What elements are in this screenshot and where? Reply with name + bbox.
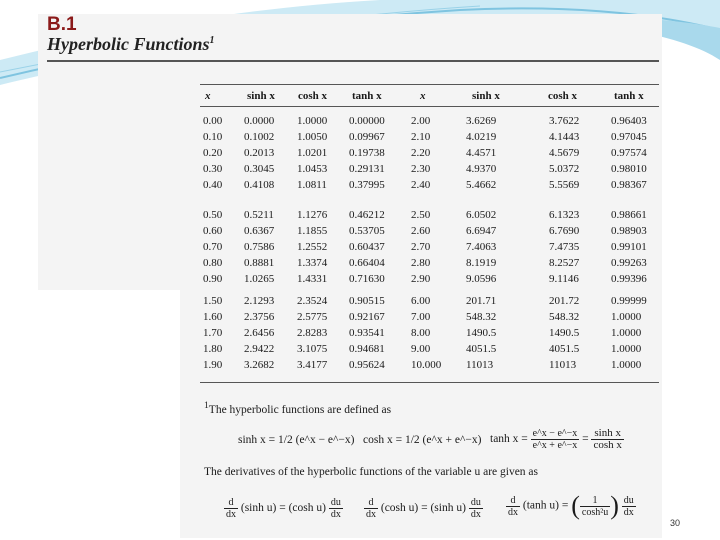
table-cell: 2.5775 — [297, 311, 328, 323]
table-cell: 0.09967 — [349, 131, 385, 143]
table-cell: 2.6456 — [244, 327, 275, 339]
table-cell: 4.5679 — [549, 147, 580, 159]
table-cell: 1.1855 — [297, 225, 328, 237]
table-cell: 0.94681 — [349, 343, 385, 355]
table-cell: 0.96403 — [611, 115, 647, 127]
table-cell: 9.1146 — [549, 273, 579, 285]
header-cosh-2: cosh x — [548, 90, 578, 102]
table-cell: 2.3756 — [244, 311, 275, 323]
header-sinh: sinh x — [247, 90, 275, 102]
table-cell: 2.1293 — [244, 295, 275, 307]
table-cell: 0.00 — [203, 115, 223, 127]
tanh-definition: tanh x = $\frac{e\^{}x - e\^{}-x}{e\^{}x + e\^{}-x}$ = $\frac{\text{sinh x}}{\text{cosh x}}$ — [490, 427, 622, 451]
derivative-text: The derivatives of the hyperbolic functions of the variable u are given as — [204, 466, 539, 478]
column-sinh1-block-3 — [244, 293, 274, 373]
table-cell: 0.0000 — [244, 115, 275, 127]
table-cell: 4.4571 — [466, 147, 497, 159]
table-cell: 10.000 — [411, 359, 442, 371]
table-cell: 5.4662 — [466, 179, 497, 191]
table-cell: 0.99396 — [611, 273, 647, 285]
table-cell: 0.20 — [203, 147, 223, 159]
table-cell: 548.32 — [466, 311, 497, 323]
table-cell: 1.0201 — [297, 147, 328, 159]
table-cell: 8.00 — [411, 327, 431, 339]
table-cell: 4051.5 — [549, 343, 580, 355]
table-cell: 6.0502 — [466, 209, 497, 221]
table-cell: 0.50 — [203, 209, 223, 221]
table-cell: 0.99263 — [611, 257, 647, 269]
table-cell: 0.71630 — [349, 273, 385, 285]
table-cell: 7.4063 — [466, 241, 497, 253]
table-cell: 2.60 — [411, 225, 431, 237]
table-cell: 1.0000 — [611, 327, 642, 339]
table-cell: 4.1443 — [549, 131, 580, 143]
table-cell: 0.95624 — [349, 359, 385, 371]
table-cell: 1.70 — [203, 327, 223, 339]
column-tanh2-block-2 — [611, 207, 647, 287]
section-title: Hyperbolic Functions$^1$ — [47, 34, 215, 54]
header-x-2: x — [420, 90, 426, 102]
table-cell: 1.4331 — [297, 273, 328, 285]
table-cell: 1.80 — [203, 343, 223, 355]
table-cell: 0.98367 — [611, 179, 647, 191]
cosh-derivative: $\frac{d}{dx}$ (cosh u) = (sinh u) $\frac{du}{dx}$ — [366, 497, 481, 520]
column-tanh1-block-1 — [349, 113, 385, 193]
table-cell: 0.19738 — [349, 147, 385, 159]
table-cell: 1.60 — [203, 311, 223, 323]
table-cell: 1.0811 — [297, 179, 327, 191]
cosh-definition: cosh x = 1/2 (e^x + e^−x) — [363, 434, 482, 446]
table-cell: 5.5569 — [549, 179, 580, 191]
table-cell: 0.3045 — [244, 163, 275, 175]
column-cosh1-block-3 — [297, 293, 327, 373]
table-cell: 1.0000 — [297, 115, 328, 127]
table-cell: 0.97045 — [611, 131, 647, 143]
column-sinh1-block-1 — [244, 113, 274, 193]
table-cell: 1.0000 — [611, 343, 642, 355]
scan-cut-region — [38, 290, 180, 538]
table-cell: 1.50 — [203, 295, 223, 307]
table-bottom-rule — [200, 382, 659, 383]
table-cell: 3.7622 — [549, 115, 580, 127]
table-cell: 1.0453 — [297, 163, 328, 175]
column-cosh1-block-1 — [297, 113, 327, 193]
table-cell: 0.7586 — [244, 241, 275, 253]
table-cell: 0.40 — [203, 179, 223, 191]
table-cell: 0.53705 — [349, 225, 385, 237]
column-x2-block-2 — [411, 207, 430, 287]
column-x1-block-2 — [203, 207, 222, 287]
table-cell: 8.2527 — [549, 257, 580, 269]
header-sinh-2: sinh x — [472, 90, 500, 102]
table-cell: 0.5211 — [244, 209, 274, 221]
table-cell: 1.0265 — [244, 273, 275, 285]
column-tanh2-block-1 — [611, 113, 647, 193]
table-cell: 0.10 — [203, 131, 223, 143]
table-cell: 6.6947 — [466, 225, 497, 237]
table-cell: 1.3374 — [297, 257, 328, 269]
table-cell: 0.60437 — [349, 241, 385, 253]
table-cell: 2.3524 — [297, 295, 328, 307]
table-cell: 2.90 — [411, 273, 431, 285]
table-cell: 8.1919 — [466, 257, 497, 269]
table-cell: 0.99999 — [611, 295, 647, 307]
column-tanh2-block-3 — [611, 293, 647, 373]
table-cell: 1.0000 — [611, 359, 642, 371]
table-cell: 6.1323 — [549, 209, 580, 221]
table-cell: 6.7690 — [549, 225, 580, 237]
column-tanh1-block-3 — [349, 293, 385, 373]
table-cell: 548.32 — [549, 311, 580, 323]
definition-text: $^1$The hyperbolic functions are defined as — [204, 400, 392, 416]
table-cell: 0.80 — [203, 257, 223, 269]
column-x1-block-1 — [203, 113, 222, 193]
table-cell: 11013 — [549, 359, 577, 371]
table-cell: 0.29131 — [349, 163, 385, 175]
column-x1-block-3 — [203, 293, 222, 373]
table-cell: 0.2013 — [244, 147, 275, 159]
sinh-definition: sinh x = 1/2 (e^x − e^−x) — [238, 434, 355, 446]
table-cell: 0.4108 — [244, 179, 275, 191]
header-bottom-rule — [200, 106, 659, 107]
table-cell: 0.8881 — [244, 257, 275, 269]
column-sinh2-block-3 — [466, 293, 496, 373]
tanh-derivative: $\frac{d}{dx}$ (tanh u) = ( $\frac{1}{\text{cosh²u}}$ ) $\frac{du}{dx}$ — [508, 491, 634, 520]
sinh-derivative: $\frac{d}{dx}$ (sinh u) = (cosh u) $\frac{du}{dx}$ — [226, 497, 341, 520]
header-top-rule — [200, 84, 659, 85]
table-cell: 0.97574 — [611, 147, 647, 159]
column-tanh1-block-2 — [349, 207, 385, 287]
table-cell: 4.9370 — [466, 163, 497, 175]
table-cell: 2.30 — [411, 163, 431, 175]
table-cell: 0.98661 — [611, 209, 647, 221]
column-sinh2-block-2 — [466, 207, 496, 287]
top-rule — [47, 60, 659, 62]
table-cell: 1.1276 — [297, 209, 328, 221]
table-cell: 11013 — [466, 359, 494, 371]
table-cell: 9.00 — [411, 343, 431, 355]
table-cell: 3.6269 — [466, 115, 497, 127]
table-cell: 0.93541 — [349, 327, 385, 339]
table-cell: 0.30 — [203, 163, 223, 175]
table-cell: 0.98010 — [611, 163, 647, 175]
column-sinh2-block-1 — [466, 113, 496, 193]
table-cell: 0.98903 — [611, 225, 647, 237]
header-x: x — [205, 90, 211, 102]
table-cell: 0.6367 — [244, 225, 275, 237]
table-cell: 0.92167 — [349, 311, 385, 323]
table-cell: 1490.5 — [466, 327, 497, 339]
header-tanh: tanh x — [352, 90, 382, 102]
table-cell: 0.37995 — [349, 179, 385, 191]
column-x2-block-1 — [411, 113, 430, 193]
table-cell: 1490.5 — [549, 327, 580, 339]
table-cell: 2.40 — [411, 179, 431, 191]
column-cosh1-block-2 — [297, 207, 327, 287]
table-cell: 0.1002 — [244, 131, 275, 143]
table-cell: 2.00 — [411, 115, 431, 127]
table-cell: 201.71 — [466, 295, 497, 307]
table-cell: 2.80 — [411, 257, 431, 269]
header-cosh: cosh x — [298, 90, 328, 102]
table-cell: 3.2682 — [244, 359, 275, 371]
table-cell: 7.00 — [411, 311, 431, 323]
table-cell: 1.0050 — [297, 131, 328, 143]
page-number: 30 — [670, 518, 681, 528]
column-cosh2-block-1 — [549, 113, 579, 193]
table-cell: 1.90 — [203, 359, 223, 371]
table-cell: 1.0000 — [611, 311, 642, 323]
table-cell: 5.0372 — [549, 163, 580, 175]
table-cell: 0.90 — [203, 273, 223, 285]
table-cell: 2.20 — [411, 147, 431, 159]
table-cell: 0.99101 — [611, 241, 647, 253]
column-cosh2-block-2 — [549, 207, 579, 287]
column-sinh1-block-2 — [244, 207, 274, 287]
header-tanh-2: tanh x — [614, 90, 644, 102]
table-cell: 2.9422 — [244, 343, 275, 355]
table-cell: 0.00000 — [349, 115, 385, 127]
table-cell: 2.70 — [411, 241, 431, 253]
section-number: B.1 — [47, 14, 77, 35]
table-cell: 7.4735 — [549, 241, 580, 253]
table-cell: 0.66404 — [349, 257, 385, 269]
column-cosh2-block-3 — [549, 293, 579, 373]
table-cell: 3.1075 — [297, 343, 328, 355]
table-cell: 9.0596 — [466, 273, 497, 285]
table-cell: 0.46212 — [349, 209, 385, 221]
table-cell: 0.90515 — [349, 295, 385, 307]
table-cell: 201.72 — [549, 295, 580, 307]
table-cell: 3.4177 — [297, 359, 328, 371]
column-x2-block-3 — [411, 293, 441, 373]
table-cell: 2.50 — [411, 209, 431, 221]
table-cell: 0.60 — [203, 225, 223, 237]
table-cell: 2.8283 — [297, 327, 328, 339]
table-cell: 2.10 — [411, 131, 431, 143]
table-cell: 4.0219 — [466, 131, 497, 143]
table-cell: 6.00 — [411, 295, 431, 307]
table-cell: 0.70 — [203, 241, 223, 253]
table-cell: 4051.5 — [466, 343, 497, 355]
table-cell: 1.2552 — [297, 241, 328, 253]
